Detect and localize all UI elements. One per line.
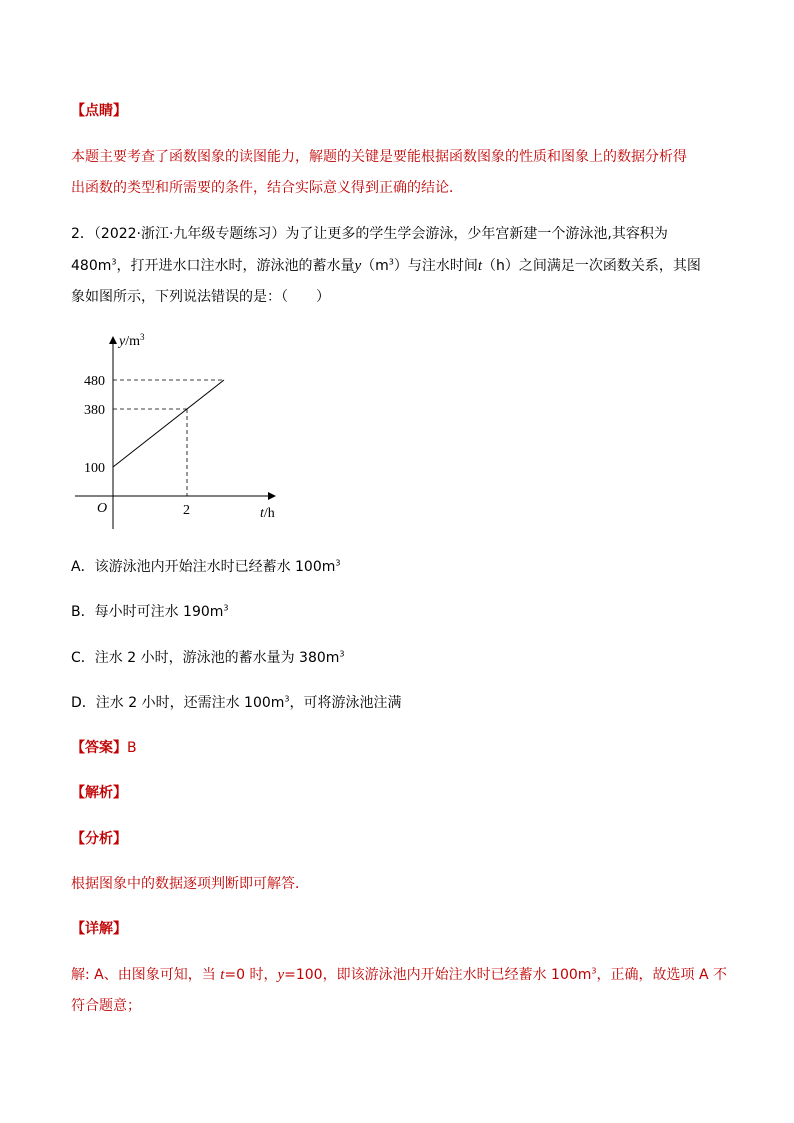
function-graph — [70, 325, 285, 530]
option-a: A．该游泳池内开始注水时已经蓄水 $100m^3$ — [71, 558, 341, 575]
x-tick-2: 2 — [183, 503, 190, 518]
y-tick-100: 100 — [84, 461, 105, 476]
dianjing-text-line2: 出函数的类型和所需要的条件，结合实际意义得到正确的结论． — [71, 180, 463, 196]
analysis-text: 根据图象中的数据逐项判断即可解答． — [71, 876, 309, 892]
y-tick-380: 380 — [84, 403, 105, 418]
option-d: D．注水 2 小时，还需注水 $100m^3$，可将游泳池注满 — [71, 694, 402, 711]
option-c: C．注水 2 小时，游泳池的蓄水量为 $380m^3$ — [71, 649, 345, 666]
y-axis-label: $y/m^3$ — [119, 332, 145, 349]
origin-label: O — [97, 501, 108, 516]
section-label-fenxi: 【分析】 — [71, 831, 127, 847]
function-line — [113, 380, 224, 467]
question-line2: $480m^3$，打开进水口注水时，游泳池的蓄水量$y(m^3)$与注水时间t（h）之间满足一次函数关系，其图 — [71, 257, 701, 274]
section-label-jiexi: 【解析】 — [71, 785, 127, 801]
y-tick-480: 480 — [84, 374, 105, 389]
detail-line2: 符合题意； — [71, 998, 141, 1014]
x-axis-label: t/h — [260, 506, 275, 521]
option-b: B．每小时可注水 $190m^3$ — [71, 603, 229, 620]
dianjing-text-line1: 本题主要考查了函数图象的读图能力，解题的关键是要能根据函数图象的性质和图象上的数据分析得 — [71, 149, 687, 165]
answer: 【答案】B — [71, 740, 137, 756]
question-line1: 2．（2022·浙江·九年级专题练习）为了让更多的学生学会游泳，少年宫新建一个游泳池,其容积为 — [71, 226, 668, 242]
section-label-xiangjie: 【详解】 — [71, 921, 127, 937]
question-line3: 象如图所示，下列说法错误的是：（ ） — [71, 289, 330, 305]
detail-line1: 解: A、由图象可知，当 t=0 时，y=100，即该游泳池内开始注水时已经蓄水 $100m^3$，正确，故选项 A 不 — [71, 966, 727, 983]
section-label-dianjing: 【点睛】 — [71, 103, 127, 119]
